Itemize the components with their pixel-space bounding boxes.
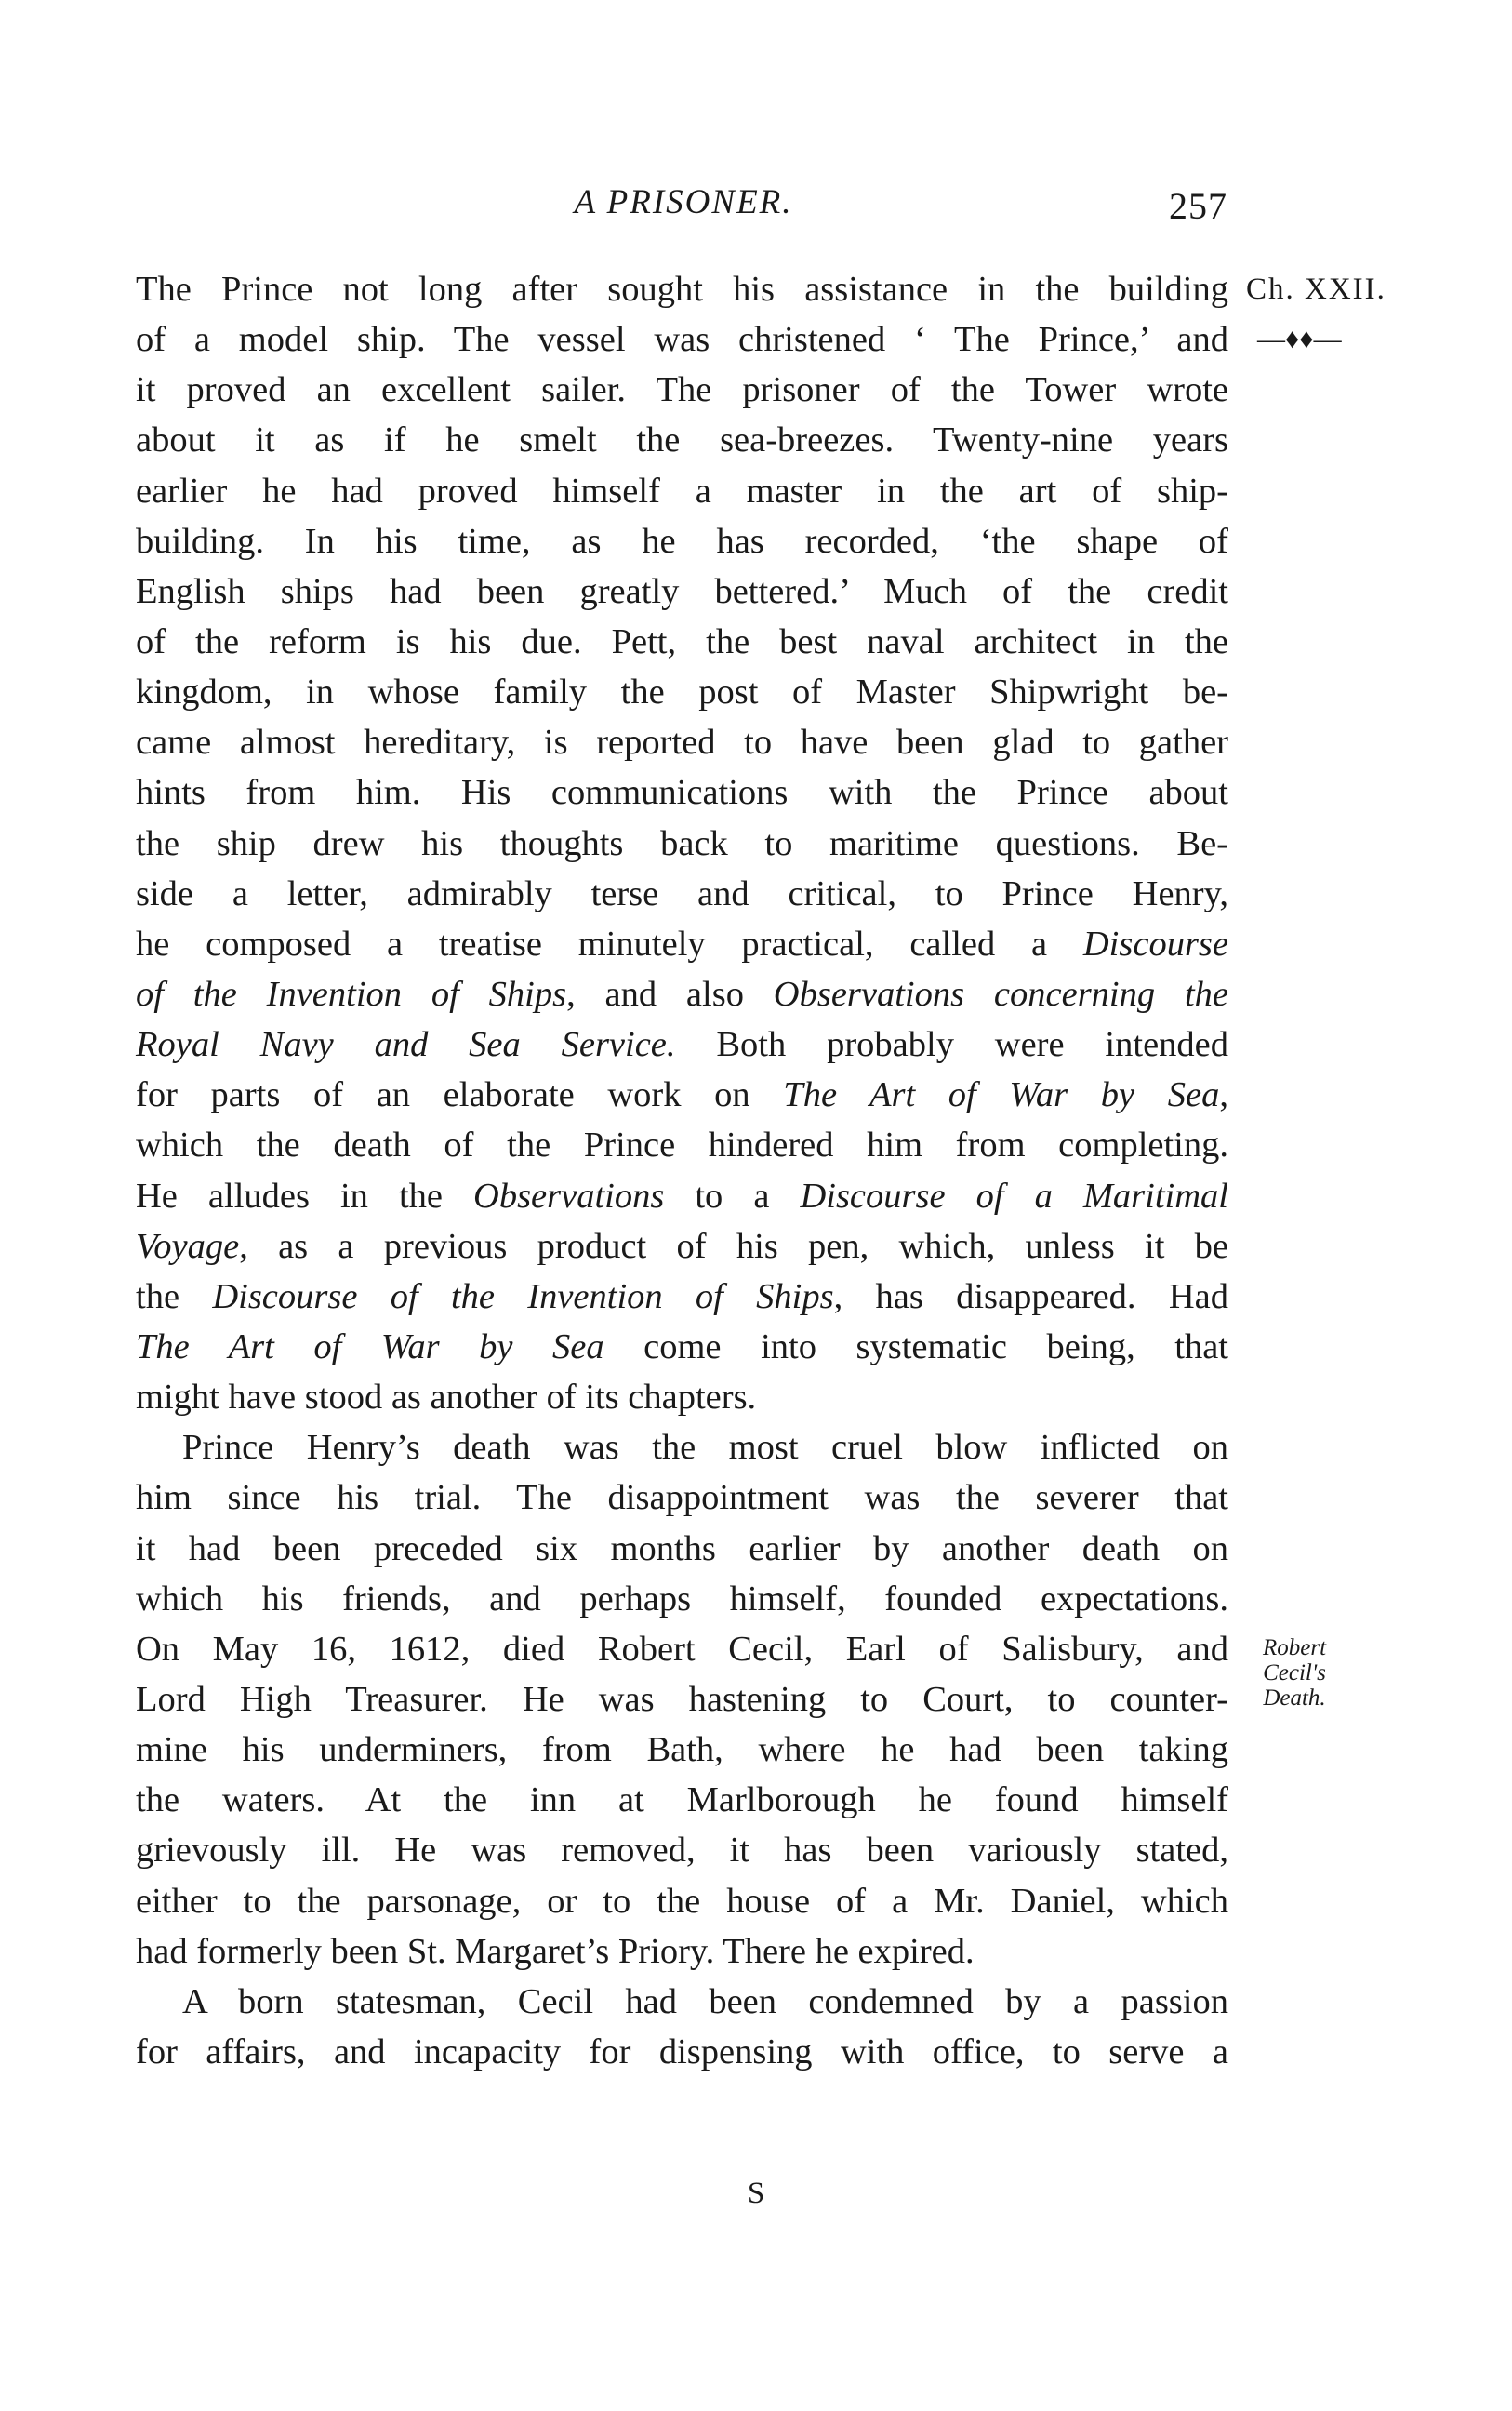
- text-line: had formerly been St. Margaret’s Priory. There he expired.: [136, 1931, 975, 1971]
- text-line: kingdom, in whose family the post of Master Shipwright be-: [136, 673, 1228, 713]
- paragraph-start: A born statesman, Cecil had been condemned by a passion: [182, 1981, 1228, 2021]
- running-head: [139, 182, 1227, 238]
- text-line: On May 16, 1612, died Robert Cecil, Earl of Salisbury, and: [136, 1629, 1228, 1669]
- text-line: hints from him. His communications with the Prince about: [136, 773, 1228, 813]
- text-line: it had been preceded six months earlier by another death on: [136, 1528, 1228, 1568]
- text-line: of the reform is his due. Pett, the best naval architect in the: [136, 621, 1228, 661]
- text-line: for affairs, and incapacity for dispensing with office, to serve a: [136, 2031, 1228, 2071]
- text-line: of the Invention of Ships, and also Observations concerning the: [136, 974, 1228, 1014]
- text-line: He alludes in the Observations to a Discourse of a Maritimal: [136, 1176, 1228, 1216]
- marginal-note: [1239, 1635, 1350, 1711]
- text-line: Voyage, as a previous product of his pen, which, unless it be: [136, 1226, 1228, 1266]
- text-line: The Prince not long after sought his assistance in the building: [136, 270, 1228, 309]
- text-line: either to the parsonage, or to the house of a Mr. Daniel, which: [136, 1881, 1228, 1921]
- text-line: English ships had been greatly bettered.’ Much of the credit: [136, 571, 1228, 611]
- text-line: the Discourse of the Invention of Ships, has disappeared. Had: [136, 1276, 1228, 1316]
- text-line: side a letter, admirably terse and critical, to Prince Henry,: [136, 873, 1228, 913]
- marginal-note-line: Robert: [1262, 1635, 1327, 1660]
- text-line: came almost hereditary, is reported to have been glad to gather: [136, 723, 1228, 763]
- text-line: building. In his time, as he has recorded, ‘the shape of: [136, 521, 1228, 561]
- running-title: A PRISONER.: [574, 183, 793, 221]
- text-line: Royal Navy and Sea Service. Both probably were intended: [136, 1025, 1228, 1065]
- paragraph-start: Prince Henry’s death was the most cruel blow inflicted on: [182, 1428, 1228, 1468]
- text-line: for parts of an elaborate work on The Art of War by Sea,: [136, 1075, 1228, 1115]
- text-line: which his friends, and perhaps himself, founded expectations.: [136, 1578, 1228, 1618]
- text-line: it proved an excellent sailer. The prisoner of the Tower wrote: [136, 370, 1228, 410]
- text-line: about it as if he smelt the sea-breezes. Twenty-nine years: [136, 420, 1228, 460]
- text-line: of a model ship. The vessel was christened ‘ The Prince,’ and: [136, 320, 1228, 360]
- chapter-marker: Ch. XXII.: [1246, 273, 1386, 306]
- text-line: which the death of the Prince hindered him from completing.: [136, 1126, 1228, 1166]
- text-line: mine his underminers, from Bath, where he had been taking: [136, 1730, 1228, 1770]
- text-line: might have stood as another of its chapters.: [136, 1378, 757, 1418]
- text-line: The Art of War by Sea come into systematic being, that: [136, 1326, 1228, 1366]
- text-line: the ship drew his thoughts back to maritime questions. Be-: [136, 823, 1228, 863]
- text-line: the waters. At the inn at Marlborough he found himself: [136, 1780, 1228, 1820]
- text-line: grievously ill. He was removed, it has been variously stated,: [136, 1831, 1228, 1871]
- marginal-note-line: Death.: [1263, 1685, 1326, 1711]
- text-line: he composed a treatise minutely practical, called a Discourse: [136, 924, 1228, 964]
- text-line: him since his trial. The disappointment was the severer that: [136, 1478, 1228, 1518]
- page-number: 257: [1169, 185, 1227, 227]
- marginal-note-line: Cecil's: [1263, 1660, 1326, 1685]
- text-line: Lord High Treasurer. He was hastening to Court, to counter-: [136, 1679, 1228, 1719]
- body-text: [136, 264, 1228, 2077]
- text-line: earlier he had proved himself a master in the art of ship-: [136, 471, 1228, 511]
- ornament-rule: —♦♦—: [1257, 324, 1342, 354]
- signature-mark: S: [747, 2177, 765, 2210]
